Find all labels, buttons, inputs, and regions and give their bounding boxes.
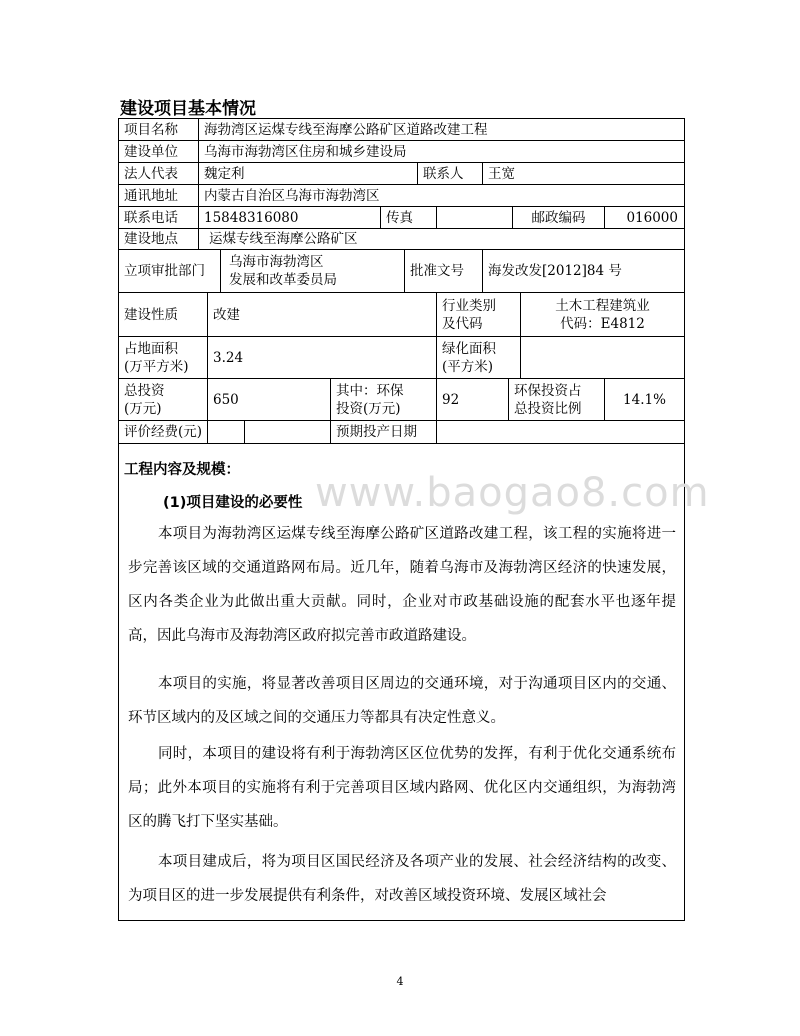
project-name-value: 海勃湾区运煤专线至海摩公路矿区道路改建工程 — [204, 121, 488, 138]
contact-label: 联系人 — [423, 165, 464, 182]
postcode-value: 016000 — [626, 209, 678, 226]
area-label-line1: 占地面积 — [124, 340, 178, 357]
industry-line2: 代码：E4812 — [560, 315, 645, 332]
legal-rep-label: 法人代表 — [124, 165, 178, 182]
phone-label: 联系电话 — [124, 209, 178, 226]
industry-line1: 土木工程建筑业 — [555, 297, 650, 314]
paragraph: 同时，本项目的建设将有利于海勃湾区区位优势的发挥，有利于优化交通系统布局；此外本项目的实施将有利于完善项目区域内路网、优化区内交通组织，为海勃湾区的腾飞打下坚实基础。 — [128, 746, 676, 830]
section-heading: 建设项目基本情况 — [120, 99, 256, 119]
site-label: 建设地点 — [124, 231, 178, 247]
area-label-line2: (万平方米) — [124, 358, 189, 375]
eval-fee-value — [245, 421, 330, 443]
total-invest-label — [119, 379, 207, 420]
env-invest-label — [331, 379, 436, 420]
watermark: www.baogao8.com — [315, 470, 710, 516]
paragraph: 本项目的实施，将显著改善项目区周边的交通环境，对于沟通项目区内的交通、环节区域内的及区域之间的交通压力等都具有决定性意义。 — [128, 676, 676, 726]
env-ratio-label — [509, 379, 604, 420]
unit-value: 乌海市海勃湾区住房和城乡建设局 — [204, 143, 407, 160]
total-invest-value: 650 — [213, 391, 239, 408]
invest-label-line1: 总投资 — [124, 382, 165, 399]
address-value: 内蒙古自治区乌海市海勃湾区 — [204, 187, 380, 204]
env-invest-label-line1: 其中：环保 — [336, 382, 404, 399]
industry-label-line1: 行业类别 — [442, 297, 496, 314]
green-area-value — [521, 337, 684, 378]
sub-title: (1)项目建设的必要性 — [163, 495, 303, 511]
site-value: 运煤专线至海摩公路矿区 — [209, 231, 358, 247]
approval-no-value: 海发改发[2012]84 号 — [488, 263, 622, 279]
nature-value: 改建 — [213, 306, 240, 323]
paragraph: 本项目建成后，将为项目区国民经济及各项产业的发展、社会经济结构的改变、为项目区的进一步发展提供有利条件，对改善区域投资环境、发展区域社会 — [128, 854, 676, 904]
unit-label: 建设单位 — [124, 143, 178, 160]
approval-dept-line1: 乌海市海勃湾区 — [229, 254, 324, 270]
approval-dept-value — [221, 250, 404, 292]
green-label-line2: (平方米) — [442, 358, 494, 375]
industry-label — [437, 293, 520, 336]
env-ratio-label-line1: 环保投资占 — [514, 382, 582, 399]
area-value: 3.24 — [213, 349, 244, 366]
nature-label: 建设性质 — [124, 306, 178, 323]
start-date-value — [437, 421, 684, 443]
env-ratio-label-line2: 总投资比例 — [514, 400, 582, 417]
green-area-label — [437, 337, 520, 378]
industry-label-line2: 及代码 — [442, 315, 483, 332]
postcode-label: 邮政编码 — [531, 209, 586, 226]
invest-label-line2: (万元) — [124, 400, 162, 417]
approval-no-label: 批准文号 — [410, 263, 464, 279]
page-number: 4 — [396, 975, 404, 988]
contact-value: 王宽 — [488, 165, 515, 182]
approval-dept-line2: 发展和改革委员局 — [229, 272, 337, 288]
legal-rep-value: 魏定利 — [204, 165, 245, 182]
project-name-label: 项目名称 — [124, 121, 178, 138]
approval-dept-label: 立项审批部门 — [124, 263, 205, 279]
fax-value — [437, 207, 512, 228]
address-label: 通讯地址 — [124, 187, 178, 204]
env-invest-value: 92 — [442, 391, 460, 408]
env-invest-label-line2: 投资(万元) — [336, 400, 401, 417]
paragraph: 本项目为海勃湾区运煤专线至海摩公路矿区道路改建工程，该工程的实施将进一步完善该区域的交通道路网布局。近几年，随着乌海市及海勃湾区经济的快速发展，区内各类企业为此做出重大贡献。同时，企业对市政基础设施的配套水平也逐年提高，因此乌海市及海勃湾区政府拟完善市政道路建设。 — [128, 526, 676, 644]
green-label-line1: 绿化面积 — [442, 340, 496, 357]
fax-label: 传真 — [386, 209, 413, 226]
start-date-label: 预期投产日期 — [336, 424, 417, 440]
industry-value — [521, 293, 684, 336]
env-ratio-value: 14.1% — [623, 391, 666, 408]
phone-value: 15848316080 — [204, 209, 299, 226]
eval-fee-label: 评价经费(元) — [124, 424, 203, 440]
area-label — [119, 337, 207, 378]
section-title: 工程内容及规模： — [124, 462, 240, 478]
